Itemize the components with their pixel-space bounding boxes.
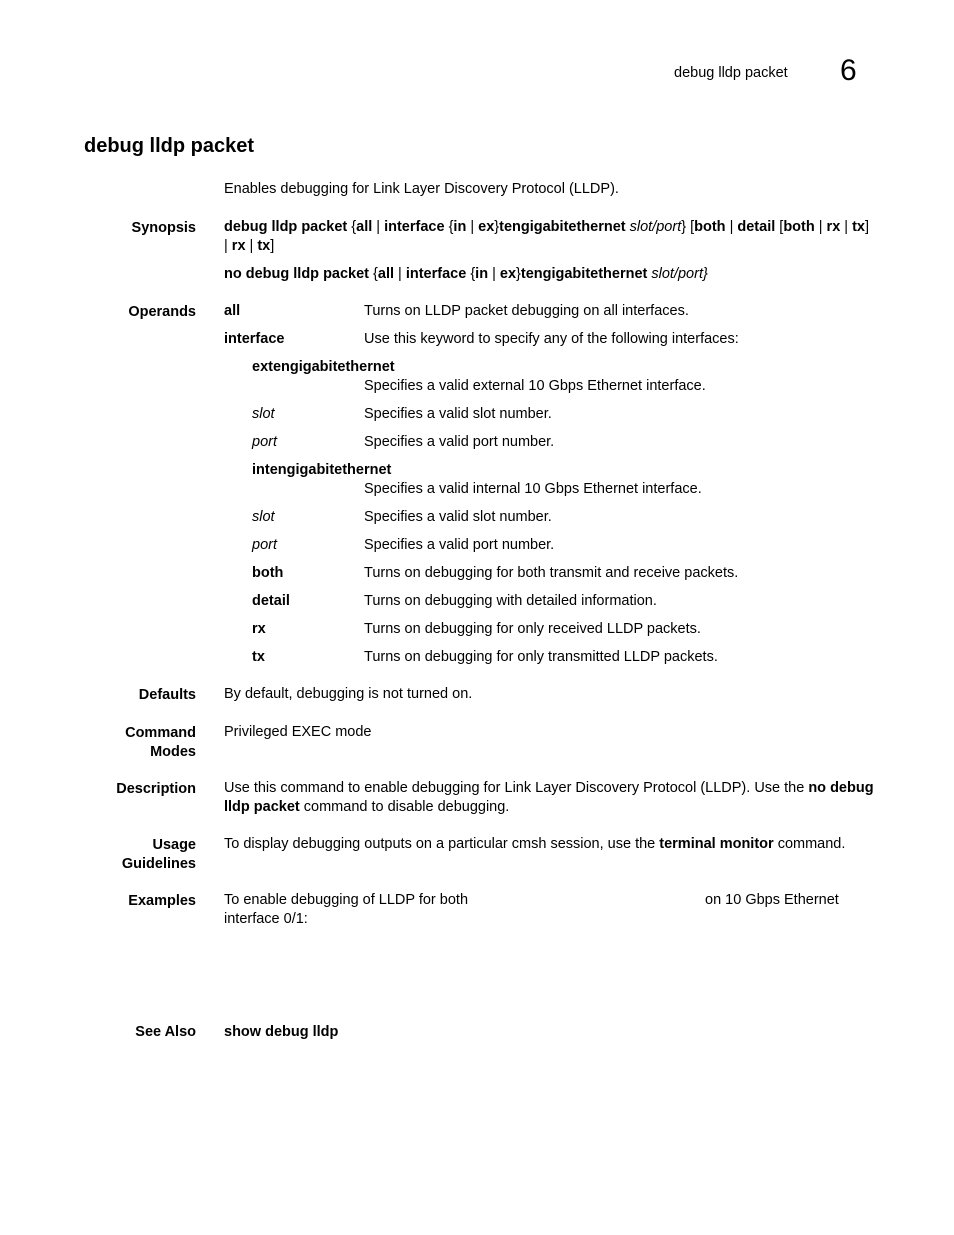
- syn-text: {: [369, 266, 378, 282]
- description-line-1: [224, 779, 874, 798]
- see-also-link[interactable]: show debug lldp: [224, 1024, 339, 1040]
- operand-desc-port: Specifies a valid port number.: [364, 434, 555, 450]
- operand-term-rx: rx: [252, 621, 266, 637]
- operand-term-tx: tx: [252, 649, 265, 665]
- examples-text-line2: interface 0/1:: [224, 911, 308, 927]
- syn-text: {: [466, 266, 476, 282]
- usage-text: command.: [773, 836, 846, 852]
- usage-guidelines-label-line2: Guidelines: [121, 856, 196, 872]
- syn-kw: all: [377, 266, 395, 282]
- syn-text: |: [488, 266, 500, 282]
- syn-text: {: [444, 219, 454, 235]
- syn-kw: interface: [384, 219, 445, 235]
- syn-text: [: [775, 219, 784, 235]
- operand-term-slot: slot: [252, 509, 275, 525]
- syn-text: |: [814, 219, 827, 235]
- synopsis-line-2: [224, 237, 274, 256]
- syn-kw: tx: [852, 219, 865, 235]
- usage-guidelines-label-line1: Usage: [152, 837, 196, 853]
- syn-kw: tengigabitethernet: [499, 219, 626, 235]
- syn-kw: detail: [737, 219, 776, 235]
- operand-term-both: both: [252, 565, 284, 581]
- description-text: Use this command to enable debugging for Link Layer Discovery Protocol (LLDP). Use the: [224, 780, 809, 796]
- description-text: command to disable debugging.: [299, 799, 510, 815]
- operand-term-slot: slot: [252, 406, 275, 422]
- syn-text: |: [224, 238, 232, 254]
- operand-desc-all: Turns on LLDP packet debugging on all interfaces.: [364, 303, 689, 319]
- defaults-label: Defaults: [138, 687, 196, 703]
- page-title: debug lldp packet: [84, 135, 255, 157]
- operand-term-port: port: [252, 434, 277, 450]
- command-modes-label-line2: Modes: [150, 744, 196, 760]
- examples-text-right: on 10 Gbps Ethernet: [705, 892, 839, 908]
- syn-kw: in: [475, 266, 489, 282]
- syn-kw: in: [453, 219, 467, 235]
- syn-text: |: [372, 219, 385, 235]
- syn-text: {: [347, 219, 357, 235]
- chapter-number: 6: [840, 54, 857, 87]
- operand-desc-rx: Turns on debugging for only received LLDP packets.: [364, 621, 701, 637]
- syn-text: } [: [681, 219, 695, 235]
- syn-cmd: no debug lldp packet: [224, 266, 370, 282]
- examples-label: Examples: [128, 893, 196, 909]
- syn-text: |: [245, 238, 258, 254]
- operand-term-interface: interface: [224, 331, 285, 347]
- description-line-2: [224, 798, 509, 817]
- command-modes-label-line1: Command: [125, 725, 196, 741]
- syn-text: |: [466, 219, 479, 235]
- synopsis-line-3: [224, 265, 708, 284]
- synopsis-label: Synopsis: [131, 220, 196, 236]
- operand-desc-slot: Specifies a valid slot number.: [364, 406, 552, 422]
- command-modes-text: Privileged EXEC mode: [224, 724, 372, 740]
- syn-text: ]: [865, 219, 870, 235]
- syn-text: }: [516, 266, 521, 282]
- syn-kw: ex: [499, 266, 517, 282]
- operand-desc-extengigabitethernet: Specifies a valid external 10 Gbps Ethernet interface.: [364, 378, 706, 394]
- operand-term-all: all: [224, 303, 241, 319]
- syn-kw: rx: [826, 219, 841, 235]
- operand-term-intengigabitethernet: intengigabitethernet: [252, 462, 392, 478]
- syn-text: |: [725, 219, 738, 235]
- description-command: no debug: [808, 780, 874, 796]
- see-also-label: See Also: [135, 1024, 196, 1040]
- syn-kw: both: [783, 219, 815, 235]
- synopsis-line-1: [224, 218, 869, 237]
- description-command: lldp packet: [224, 799, 300, 815]
- operand-desc-both: Turns on debugging for both transmit and receive packets.: [364, 565, 739, 581]
- syn-text: }: [494, 219, 500, 235]
- usage-text: To display debugging outputs on a particular cmsh session, use the: [224, 836, 660, 852]
- operands-label: Operands: [128, 304, 196, 320]
- syn-kw: tx: [257, 238, 271, 254]
- syn-kw: rx: [231, 238, 246, 254]
- description-label: Description: [116, 781, 196, 797]
- operand-desc-interface: Use this keyword to specify any of the following interfaces:: [364, 331, 739, 347]
- usage-guidelines-text: [224, 835, 845, 854]
- intro-text: Enables debugging for Link Layer Discovery Protocol (LLDP).: [224, 181, 619, 197]
- syn-var: slot/port: [629, 219, 682, 235]
- usage-command: terminal monitor: [659, 836, 774, 852]
- operand-term-port: port: [252, 537, 277, 553]
- syn-text: ]: [270, 238, 275, 254]
- syn-kw: tengigabitethernet: [520, 266, 648, 282]
- defaults-text: By default, debugging is not turned on.: [224, 686, 473, 702]
- syn-text: |: [394, 266, 406, 282]
- syn-kw: ex: [478, 219, 495, 235]
- operand-desc-slot: Specifies a valid slot number.: [364, 509, 552, 525]
- syn-text: |: [840, 219, 853, 235]
- running-header-title: debug lldp packet: [674, 65, 788, 81]
- operand-desc-intengigabitethernet: Specifies a valid internal 10 Gbps Ethernet interface.: [364, 481, 702, 497]
- operand-desc-detail: Turns on debugging with detailed information.: [364, 593, 657, 609]
- operand-term-extengigabitethernet: extengigabitethernet: [252, 359, 395, 375]
- operand-desc-port: Specifies a valid port number.: [364, 537, 555, 553]
- operand-desc-tx: Turns on debugging for only transmitted LLDP packets.: [364, 649, 718, 665]
- syn-kw: all: [356, 219, 373, 235]
- syn-kw: both: [694, 219, 726, 235]
- examples-text-left: To enable debugging of LLDP for both: [224, 892, 469, 908]
- syn-var: slot/port}: [651, 266, 708, 282]
- syn-kw: interface: [405, 266, 467, 282]
- operand-term-detail: detail: [252, 593, 290, 609]
- syn-cmd: debug lldp packet: [224, 219, 348, 235]
